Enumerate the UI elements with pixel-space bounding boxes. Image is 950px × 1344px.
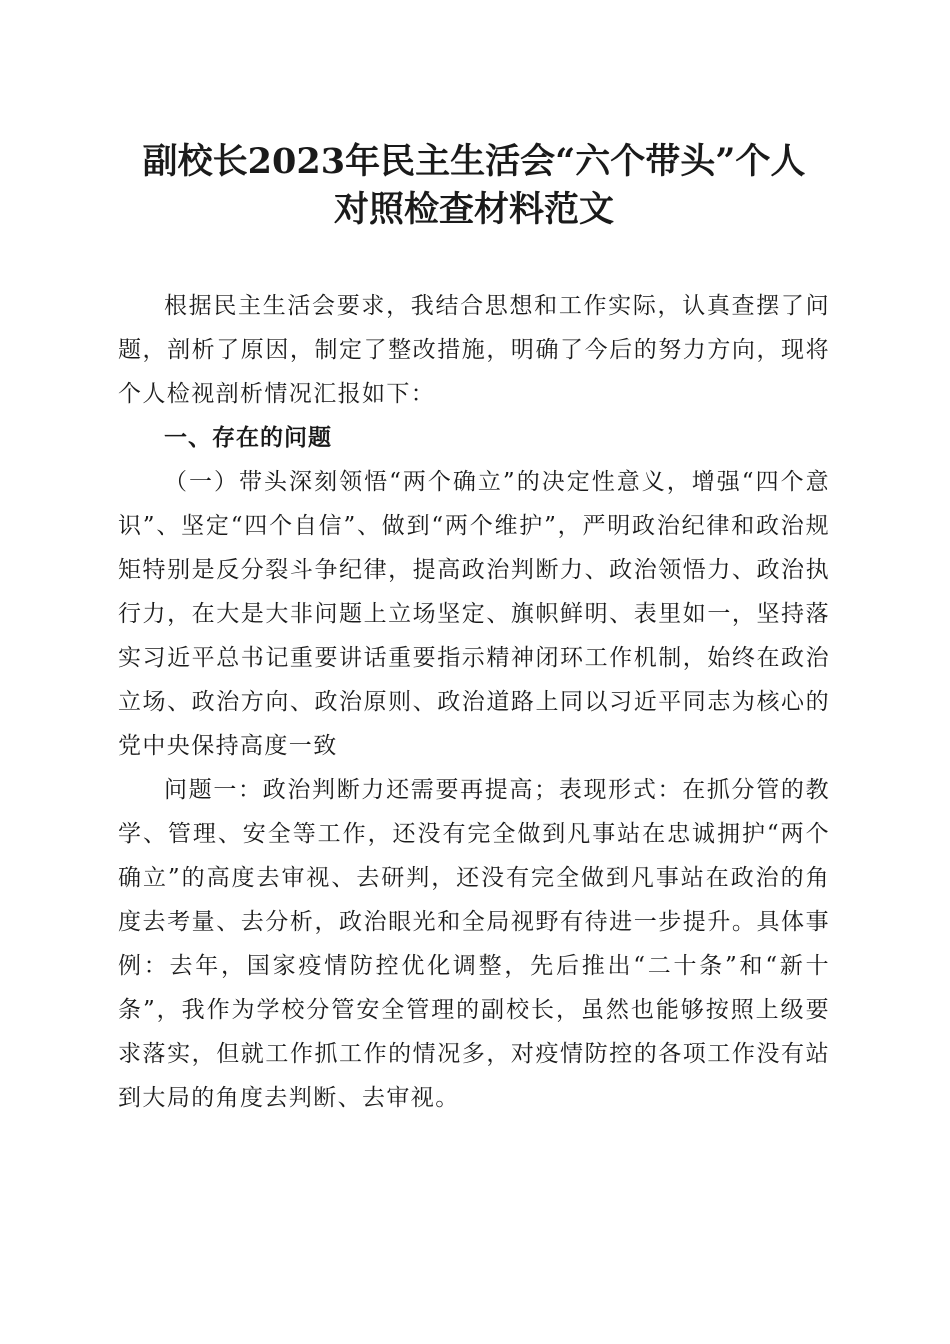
intro-paragraph: 根据民主生活会要求，我结合思想和工作实际，认真查摆了问题，剖析了原因，制定了整改措施，明确了今后的努力方向，现将个人检视剖析情况汇报如下： [118,293,830,407]
section-heading-problems: 一、存在的问题 [164,425,332,451]
problem-1-paragraph: 问题一：政治判断力还需要再提高；表现形式：在抓分管的教学、管理、安全等工作，还没有完全做到凡事站在忠诚拥护“两个确立”的高度去审视、去研判，还没有完全做到凡事站在政治的角度去考量、去分析，政治眼光和全局视野有待进一步提升。具体事例：去年，国家疫情防控优化调整，先后推出“二十条”和“新十条”，我作为学校分管安全管理的副校长，虽然也能够按照上级要求落实，但就工作抓工作的情况多，对疫情防控的各项工作没有站到大局的角度去判断、去审视。 [118,777,830,1111]
document-page [118,138,830,1120]
title-line-1: 副校长2023年民主生活会“六个带头”个人 [142,141,806,182]
title-line-2: 对照检查材料范文 [333,189,614,230]
document-title [118,138,830,234]
item-1-paragraph: （一）带头深刻领悟“两个确立”的决定性意义，增强“四个意识”、坚定“四个自信”、做到“两个维护”，严明政治纪律和政治规矩特别是反分裂斗争纪律，提高政治判断力、政治领悟力、政治执行力，在大是大非问题上立场坚定、旗帜鲜明、表里如一，坚持落实习近平总书记重要讲话重要指示精神闭环工作机制，始终在政治立场、政治方向、政治原则、政治道路上同以习近平同志为核心的党中央保持高度一致 [118,469,830,759]
